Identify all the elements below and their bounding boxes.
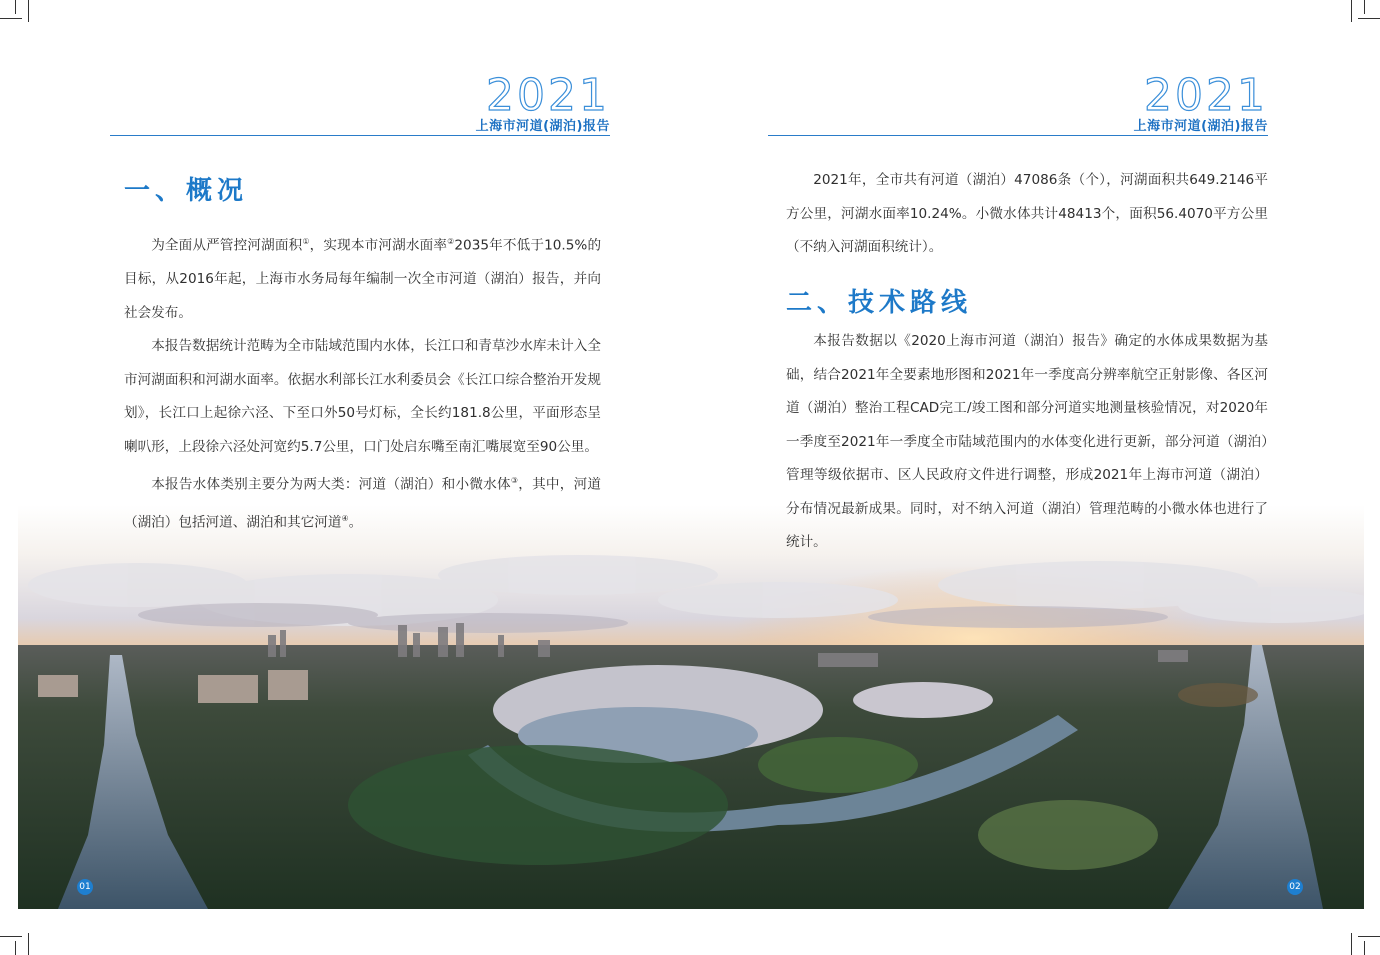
- page-number-right: 02: [1287, 879, 1303, 895]
- crop-mark-bottom-right-v: [1351, 933, 1352, 955]
- header-divider-right: [768, 135, 1268, 136]
- section-title-technical-route: 二、技术路线: [786, 288, 973, 318]
- crop-mark-bottom-right-v2: [1364, 941, 1365, 955]
- section-title-overview: 一、概况: [124, 176, 249, 206]
- report-subtitle-right: 上海市河道(湖泊)报告: [1133, 119, 1268, 134]
- paragraph-3: [124, 464, 601, 540]
- right-page-header: [768, 72, 1268, 142]
- paragraph-3-part-1: 本报告水体类别主要分为两大类：河道（湖泊）和小微水体: [151, 476, 511, 493]
- paragraph-1-part-2: ，实现本市河湖水面率: [309, 237, 448, 254]
- report-subtitle: 上海市河道(湖泊)报告: [475, 119, 610, 134]
- paragraph-1-part-1: 为全面从严管控河湖面积: [151, 237, 303, 254]
- crop-mark-bottom-left-v: [28, 933, 29, 955]
- paragraph-3-part-3: 。: [348, 514, 363, 531]
- paragraph-1: [124, 225, 601, 330]
- crop-mark-top-right-v2: [1364, 0, 1365, 14]
- paragraph-2: 本报告数据统计范畴为全市陆域范围内水体，长江口和青草沙水库未计入全市河湖面积和河湖水面率。依据水利部长江水利委员会《长江口综合整治开发规划》，长江口上起徐六泾、下至口外50号灯标，全长约181.8公里，平面形态呈喇叭形，上段徐六泾处河宽约5.7公里，口门处启东嘴至南汇嘴展宽至90公里。: [124, 338, 601, 455]
- crop-mark-bottom-right: [1358, 936, 1380, 937]
- footnote-ref-4: ④: [341, 514, 349, 524]
- footnote-ref-2: ②: [447, 237, 455, 246]
- crop-mark-bottom-left: [0, 936, 22, 937]
- crop-mark-top-left-v2: [15, 0, 16, 14]
- right-body-text: [786, 325, 1268, 560]
- page-number-left: 01: [77, 879, 93, 895]
- intro-paragraph: 2021年，全市共有河道（湖泊）47086条（个），河湖面积共649.2146平方公里，河湖水面率10.24%。小微水体共计48413个，面积56.4070平方公里（不纳入河湖面积统计）。: [786, 172, 1268, 255]
- crop-mark-top-right: [1358, 18, 1380, 19]
- right-intro-text: [786, 164, 1268, 265]
- left-body-text: [124, 225, 601, 540]
- crop-mark-bottom-left-v2: [15, 941, 16, 955]
- paragraph-3-part-2: ，其中，河道（湖泊）包括河道、湖泊和其它河道: [124, 476, 602, 531]
- left-page-header: [110, 72, 610, 142]
- report-year: 2021: [486, 70, 610, 121]
- crop-mark-top-left: [0, 18, 22, 19]
- report-year-right: 2021: [1144, 70, 1268, 121]
- crop-mark-top-right-v: [1351, 0, 1352, 22]
- footnote-ref-1: ①: [302, 237, 310, 246]
- header-divider: [110, 135, 610, 136]
- crop-mark-top-left-v: [28, 0, 29, 22]
- paragraph-1-part-3: 2035年不低于10.5%的目标，从2016年起，上海市水务局每年编制一次全市河道（湖泊）报告，并向社会发布。: [124, 237, 602, 321]
- footnote-ref-3: ③: [510, 476, 519, 486]
- aerial-river-photo: [18, 505, 1364, 909]
- technical-paragraph: 本报告数据以《2020上海市河道（湖泊）报告》确定的水体成果数据为基础，结合2021年全要素地形图和2021年一季度高分辨率航空正射影像、各区河道（湖泊）整治工程CAD完工/竣工图和部分河道实地测量核验情况，对2020年一季度至2021年一季度全市陆域范围内的水体变化进行更新，部分河道（湖泊）管理等级依据市、区人民政府文件进行调整，形成2021年上海市河道（湖泊）分布情况最新成果。同时，对不纳入河道（湖泊）管理范畴的小微水体也进行了统计。: [786, 333, 1268, 550]
